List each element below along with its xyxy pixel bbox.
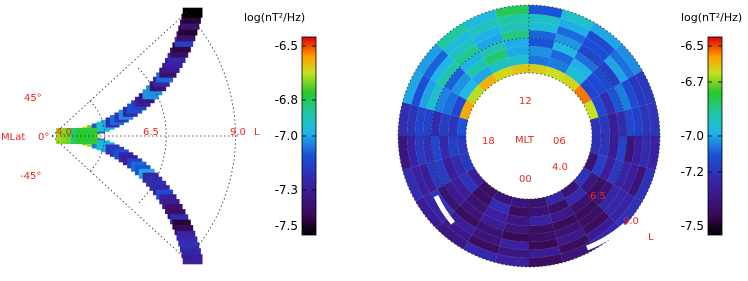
colorbar-tick-label: -6.8 bbox=[274, 93, 298, 107]
colorbar-left-label: log(nT²/Hz) bbox=[244, 11, 306, 24]
l-tick-6-5-right: 6.5 bbox=[590, 191, 606, 202]
mlat-tick-0: 0° bbox=[38, 132, 50, 143]
l-axis-label: L bbox=[254, 127, 260, 138]
l-tick-9-right: 9.0 bbox=[623, 216, 639, 227]
mlt-tick-18: 18 bbox=[482, 136, 495, 147]
mlt-center-label: MLT bbox=[515, 135, 534, 146]
colorbar-right-label: log(nT²/Hz) bbox=[681, 11, 743, 24]
mlat-axis-label: MLat bbox=[1, 132, 26, 143]
mlt-tick-12: 12 bbox=[519, 96, 532, 107]
colorbar-tick-label: -6.7 bbox=[680, 75, 704, 89]
colorbar-tick-label: -7.2 bbox=[680, 165, 704, 179]
l-tick-4-right: 4.0 bbox=[552, 162, 568, 173]
colorbar-right bbox=[681, 11, 743, 235]
colorbar-tick-label: -6.5 bbox=[274, 39, 298, 53]
l-tick-6-5: 6.5 bbox=[143, 127, 159, 138]
colorbar-left bbox=[244, 11, 316, 235]
mlt-tick-00: 00 bbox=[519, 174, 532, 185]
mlat-tick-neg45: -45° bbox=[20, 171, 42, 182]
colorbar-tick-label: -7.0 bbox=[680, 129, 704, 143]
colorbar-tick-label: -7.3 bbox=[274, 183, 298, 197]
mlat-tick-45: 45° bbox=[24, 93, 42, 104]
l-tick-4: 4.0 bbox=[56, 127, 72, 138]
colorbar-tick-label: -7.0 bbox=[274, 129, 298, 143]
heatmap-cell bbox=[183, 8, 203, 18]
l-tick-9: 9.0 bbox=[230, 127, 246, 138]
heatmap-cell bbox=[183, 254, 203, 264]
colorbar-tick-label: -7.5 bbox=[274, 219, 298, 233]
l-axis-label-right: L bbox=[648, 232, 654, 243]
colorbar-tick-label: -7.5 bbox=[680, 219, 704, 233]
equatorial-plot bbox=[398, 5, 660, 267]
mlt-tick-06: 06 bbox=[553, 136, 566, 147]
colorbar-tick-label: -6.5 bbox=[680, 39, 704, 53]
meridional-plot bbox=[1, 8, 260, 265]
